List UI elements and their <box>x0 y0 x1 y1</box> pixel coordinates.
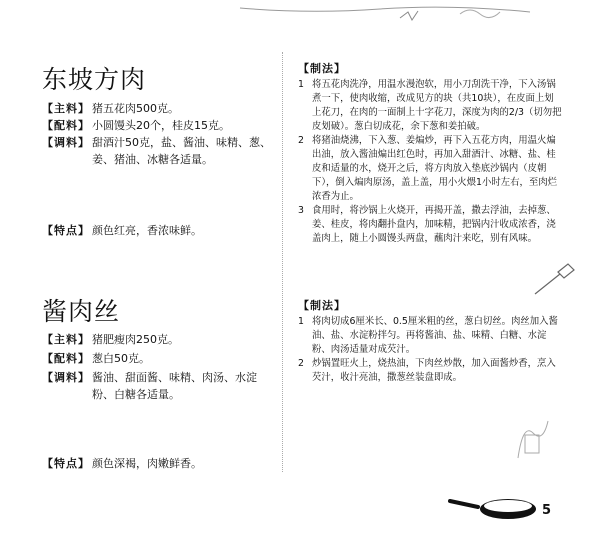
column-divider <box>282 52 283 472</box>
seasoning-label: 【调料】 <box>42 371 90 384</box>
seasoning-label: 【调料】 <box>42 136 90 149</box>
aux-ingredient-value: 小圆馒头20个，桂皮15克。 <box>92 119 230 132</box>
step-number: 2 <box>298 358 304 369</box>
step-number: 1 <box>298 79 304 90</box>
aux-ingredient-label: 【配料】 <box>42 119 90 132</box>
step-text: 将五花肉洗净，用温水漫泡软，用小刀刮洗干净，下入汤锅煮一下，使肉收缩，改成见方的块（共10块），在皮面上划上花刀，在肉的一面制上十字花刀，深度为肉的2/3（切勿把皮划破）。葱白切成花，余下葱和姜拍破。 <box>312 79 562 132</box>
step-number: 1 <box>298 316 304 327</box>
spatula-sketch-icon <box>530 254 580 304</box>
main-ingredient-label: 【主料】 <box>42 102 90 115</box>
method-steps-jiangrousi <box>298 315 562 385</box>
feature-label: 【特点】 <box>42 457 90 470</box>
method-steps-dongpo <box>298 78 562 246</box>
aux-ingredient-value: 葱白50克。 <box>92 352 150 365</box>
step-text: 将猪油烧沸，下入葱、姜煸炒，再下入五花方肉，用温火煸出油，放入酱油煸出红色时，再加入甜酒汁、冰糖、盐、桂皮和适量的水，烧开之后，将方肉放入垫底沙锅内（皮朝下），倒入煸肉原汤，盖上盖，用小火煨1小时左右，至肉烂浓香为止。 <box>312 135 558 202</box>
feature-label: 【特点】 <box>42 224 90 237</box>
main-ingredient-value: 猪五花肉500克。 <box>92 102 179 115</box>
method-step <box>298 204 562 246</box>
method-heading: 【制法】 <box>298 299 346 312</box>
seasoning-value: 甜酒汁50克，盐、酱油、味精、葱、姜、猪油、冰糖各适量。 <box>92 136 271 166</box>
method-heading: 【制法】 <box>298 62 346 75</box>
step-text: 将肉切成6厘米长、0.5厘米粗的丝，葱白切丝。肉丝加入酱油、盐、水淀粉拌匀。再将酱油、盐、味精、白糖、水淀粉、肉汤适量对成芡汁。 <box>312 316 558 355</box>
main-ingredient-value: 猪肥瘦肉250克。 <box>92 333 179 346</box>
feature-value: 颜色红亮，香浓味鲜。 <box>92 224 202 237</box>
feature-value: 颜色深褐，肉嫩鲜香。 <box>92 457 202 470</box>
recipe-title-jiangrousi: 酱肉丝 <box>42 297 121 326</box>
step-number: 3 <box>298 205 304 216</box>
main-ingredient-label: 【主料】 <box>42 333 90 346</box>
frying-pan-icon <box>448 487 538 527</box>
method-step <box>298 78 562 134</box>
page-number: 5 <box>542 503 552 518</box>
aux-ingredient-label: 【配料】 <box>42 352 90 365</box>
method-step <box>298 134 562 204</box>
recipe-title-dongpo: 东坡方肉 <box>42 65 147 94</box>
step-text: 食用时，将沙锅上火烧开，再揭开盖，撒去浮油，去掉葱、姜、桂皮，将肉翻扑盘内，加味精，把锅内汁收成浓香，浇盖肉上，随上小圆馒头两盘，蘸肉汁来吃，别有风味。 <box>312 205 556 244</box>
seasoning-value: 酱油、甜面酱、味精、肉汤、水淀粉、白糖各适量。 <box>92 371 257 401</box>
step-number: 2 <box>298 135 304 146</box>
method-step <box>298 315 562 357</box>
decorative-sketch-icon <box>513 413 553 463</box>
step-text: 炒锅置旺火上，烧热油，下肉丝炒散，加入面酱炒香，烹入芡汁，收汁亮油，撒葱丝装盘即成。 <box>312 358 556 383</box>
method-step <box>298 357 562 385</box>
decorative-header-sketch <box>230 0 560 30</box>
